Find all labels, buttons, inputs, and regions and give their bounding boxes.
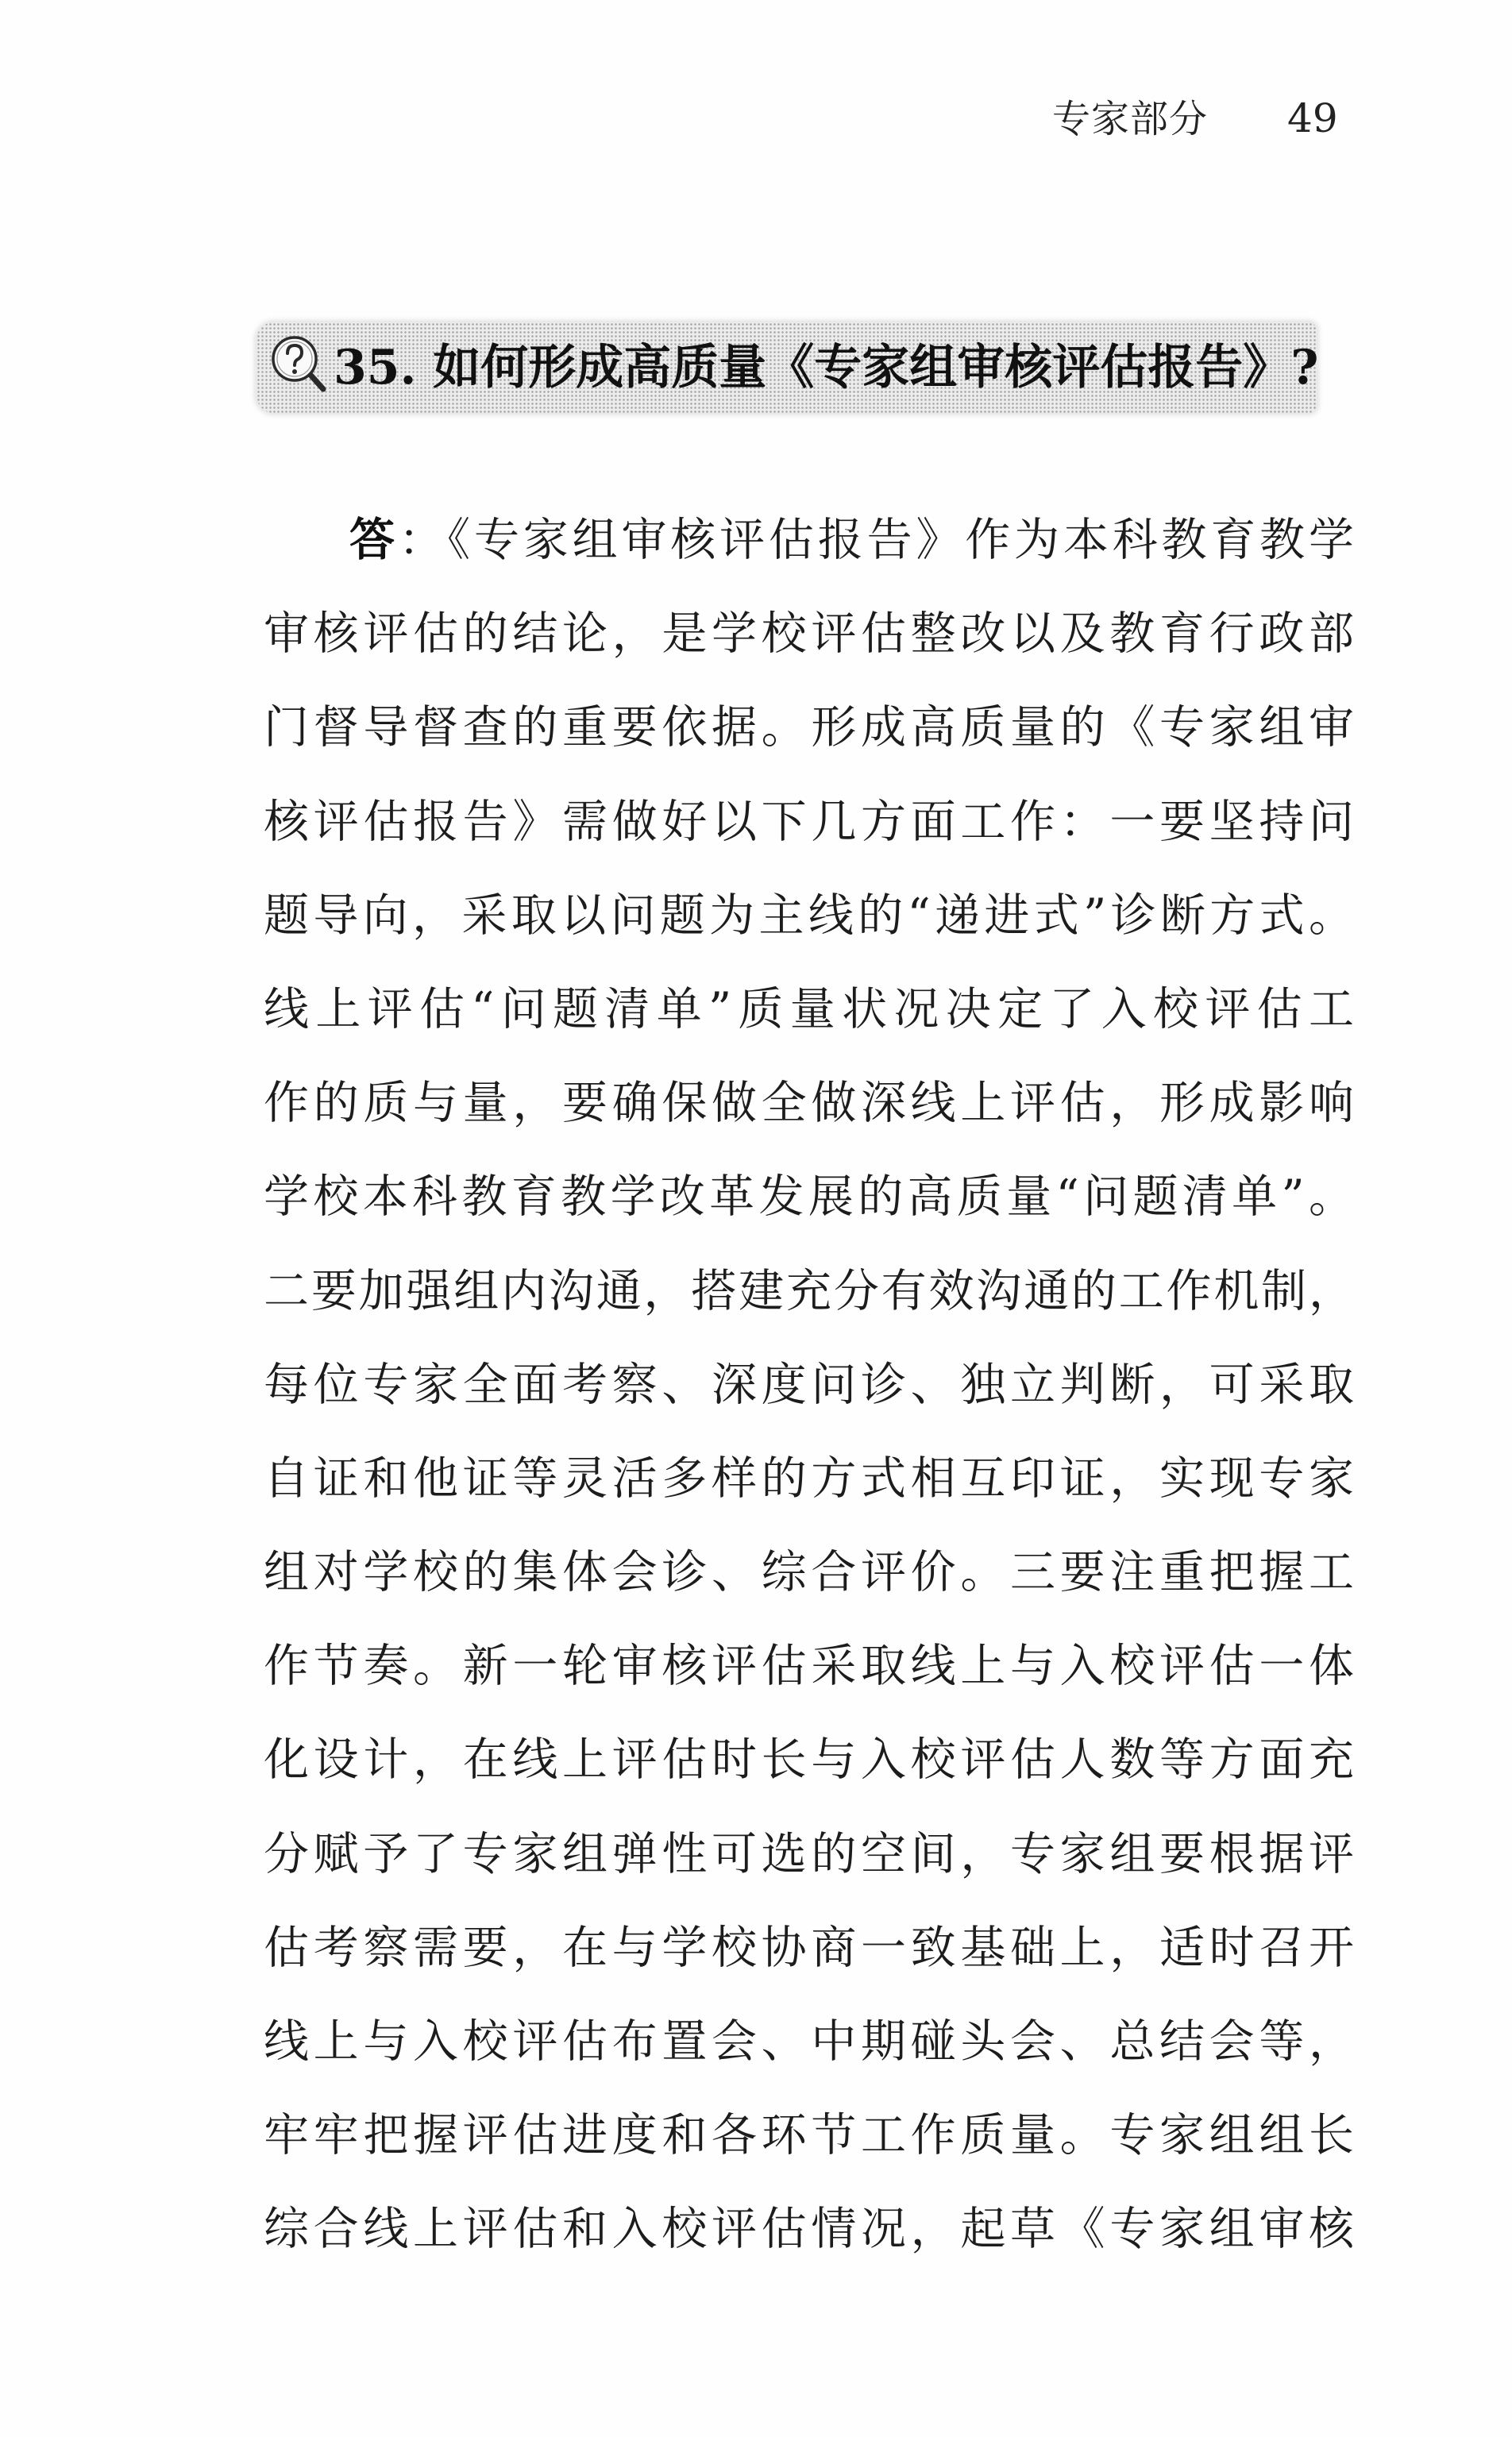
answer-line [264,493,1354,587]
answer-line: 核评估报告》需做好以下几方面工作：一要坚持问 [264,795,1354,848]
answer-line: 审核评估的结论，是学校评估整改以及教育行政部 [264,607,1354,661]
answer-label: 答 [349,513,399,566]
answer-line: 线上与入校评估布置会、中期碰头会、总结会等， [264,2015,1354,2068]
answer-line: 估考察需要，在与学校协商一致基础上，适时召开 [264,1921,1354,1974]
answer-line: 化设计，在线上评估时长与入校评估人数等方面充 [264,1733,1354,1787]
answer-line: 作节奏。新一轮审核评估采取线上与入校评估一体 [264,1640,1354,1693]
answer-line: 分赋予了专家组弹性可选的空间，专家组要根据评 [264,1827,1354,1880]
answer-line-text: ：《专家组审核评估报告》作为本科教育教学 [398,514,1355,566]
answer-line: 门督导督查的重要依据。形成高质量的《专家组审 [264,701,1354,754]
answer-paragraph [264,493,1354,2277]
answer-line: 二要加强组内沟通，搭建充分有效沟通的工作机制， [264,1264,1354,1317]
answer-line: 综合线上评估和入校评估情况，起草《专家组审核 [264,2203,1354,2256]
answer-line: 牢牢把握评估进度和各环节工作质量。专家组组长 [264,2109,1354,2162]
answer-line: 每位专家全面考察、深度问诊、独立判断，可采取 [264,1358,1354,1411]
page-number: 49 [1287,95,1338,141]
answer-line: 自证和他证等灵活多样的方式相互印证，实现专家 [264,1452,1354,1505]
question-magnifier-icon [268,332,329,395]
answer-line: 作的质与量，要确保做全做深线上评估，形成影响 [264,1077,1354,1130]
answer-line: 组对学校的集体会诊、综合评价。三要注重把握工 [264,1546,1354,1599]
section-title: 专家部分 [1052,97,1209,141]
running-header [1052,91,1386,146]
answer-line: 题导向，采取以问题为主线的“递进式”诊断方式。 [264,889,1354,942]
question-title: 35. 如何形成高质量《专家组审核评估报告》? [334,340,1319,395]
answer-line: 学校本科教育教学改革发展的高质量“问题清单”。 [264,1170,1354,1224]
answer-line: 线上评估“问题清单”质量状况决定了入校评估工 [264,982,1354,1035]
